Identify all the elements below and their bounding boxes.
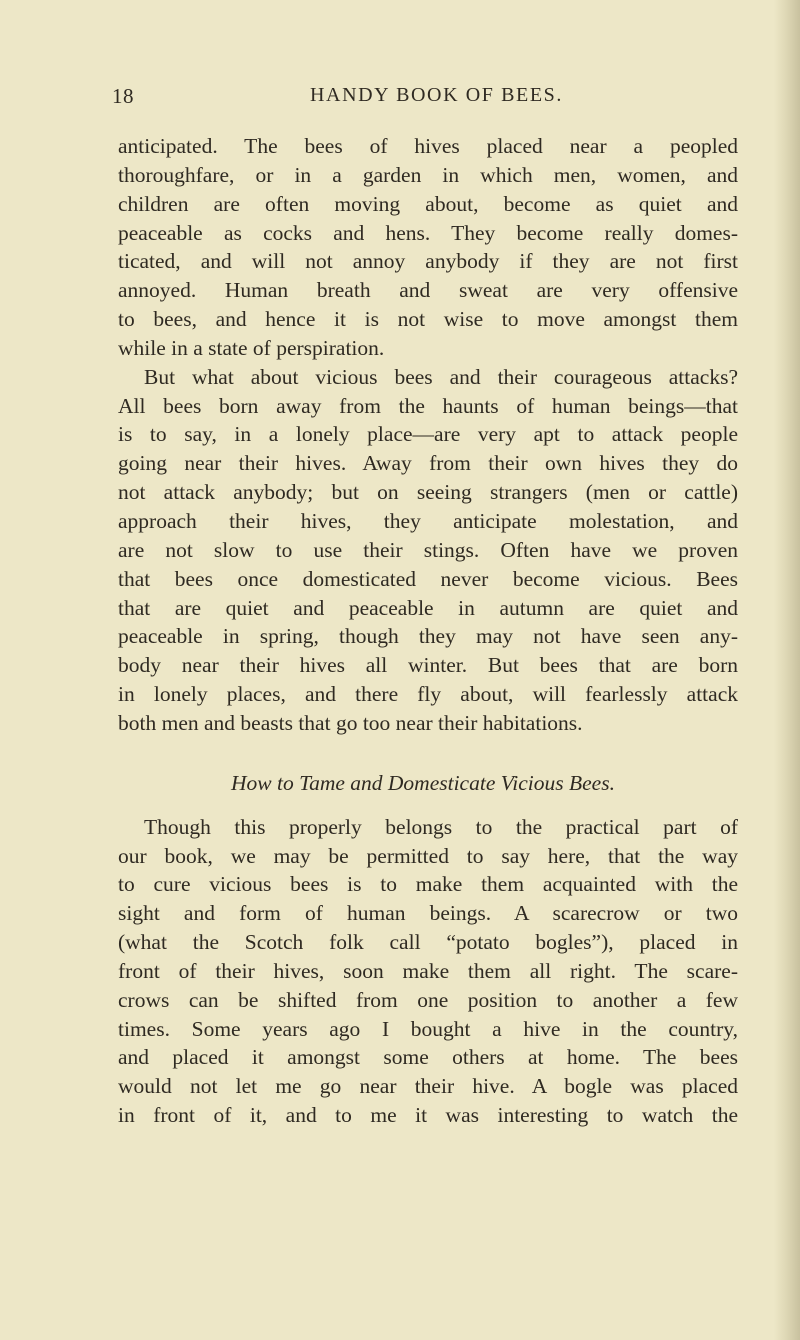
text-line: children are often moving about, become as quiet and bbox=[118, 191, 738, 216]
text-line: would not let me go near their hive. A bogle was placed bbox=[118, 1074, 738, 1099]
text-line: are not slow to use their stings. Often have we proven bbox=[118, 537, 738, 562]
text-line: going near their hives. Away from their own hives they do bbox=[118, 451, 738, 476]
text-line: peaceable in spring, though they may not have seen any- bbox=[118, 624, 738, 649]
body-text bbox=[118, 132, 738, 1130]
text-line: to bees, and hence it is not wise to move amongst them bbox=[118, 307, 738, 332]
text-line: in lonely places, and there fly about, will fearlessly attack bbox=[118, 682, 738, 707]
text-line: thoroughfare, or in a garden in which men, women, and bbox=[118, 162, 738, 187]
page-edge-shadow bbox=[774, 0, 800, 1340]
text-line: in front of it, and to me it was interesting to watch the bbox=[118, 1103, 738, 1128]
text-line: is to say, in a lonely place—are very apt to attack people bbox=[118, 422, 738, 447]
text-line: But what about vicious bees and their courageous attacks? bbox=[144, 364, 738, 389]
text-line: ticated, and will not annoy anybody if they are not first bbox=[118, 249, 738, 274]
text-line: times. Some years ago I bought a hive in the country, bbox=[118, 1016, 738, 1041]
text-line: crows can be shifted from one position to another a few bbox=[118, 987, 738, 1012]
running-head: HANDY BOOK OF BEES. bbox=[310, 84, 564, 106]
text-line: our book, we may be permitted to say here, that the way bbox=[118, 843, 738, 868]
text-line: All bees born away from the haunts of human beings—that bbox=[118, 393, 738, 418]
text-line: (what the Scotch folk call “potato bogles”), placed in bbox=[118, 930, 738, 955]
section-spacer bbox=[118, 738, 738, 767]
text-line: Though this properly belongs to the practical part of bbox=[144, 814, 738, 839]
text-line: both men and beasts that go too near their habitations. bbox=[118, 710, 583, 735]
text-line: annoyed. Human breath and sweat are very offensive bbox=[118, 278, 738, 303]
page-number: 18 bbox=[112, 84, 134, 108]
text-line: and placed it amongst some others at home. The bees bbox=[118, 1045, 738, 1070]
text-line: anticipated. The bees of hives placed near a peopled bbox=[118, 134, 738, 158]
text-line: peaceable as cocks and hens. They become really domes- bbox=[118, 220, 738, 245]
text-line: front of their hives, soon make them all right. The scare- bbox=[118, 958, 738, 983]
text-line: approach their hives, they anticipate molestation, and bbox=[118, 508, 738, 533]
text-line: to cure vicious bees is to make them acquainted with the bbox=[118, 872, 738, 897]
text-line: sight and form of human beings. A scarecrow or two bbox=[118, 901, 738, 926]
text-line: while in a state of perspiration. bbox=[118, 335, 385, 360]
text-line: that bees once domesticated never become vicious. Bees bbox=[118, 566, 738, 591]
text-line: that are quiet and peaceable in autumn are quiet and bbox=[118, 595, 738, 620]
section-heading: How to Tame and Domesticate Vicious Bees. bbox=[231, 770, 615, 795]
page-header bbox=[112, 84, 744, 118]
heading-spacer bbox=[118, 799, 738, 813]
text-line: not attack anybody; but on seeing strangers (men or cattle) bbox=[118, 480, 738, 505]
text-line: body near their hives all winter. But bees that are born bbox=[118, 653, 738, 678]
